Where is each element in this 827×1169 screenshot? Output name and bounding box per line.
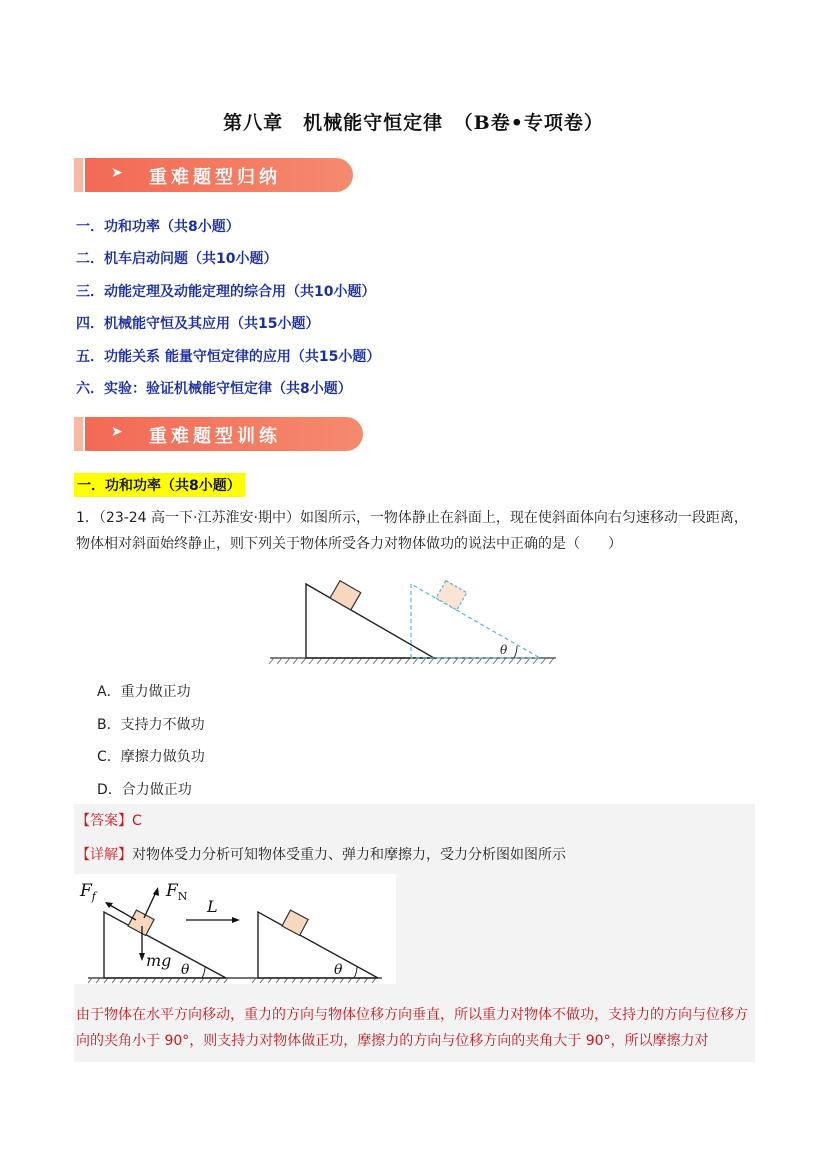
banner-label: 重难题型训练	[149, 426, 281, 447]
gravity-label: mg	[146, 951, 172, 970]
toc-item[interactable]: 六．实验：验证机械能守恒定律（共8小题）	[76, 381, 352, 397]
toc-item[interactable]: 五．功能关系 能量守恒定律的应用（共15小题）	[76, 349, 381, 365]
angle-label-right: θ	[334, 962, 343, 978]
friction-label: $F_f$	[80, 881, 96, 903]
question-text: 1．（23-24 高一下·江苏淮安·期中）如图所示，一物体静止在斜面上，现在使斜面体向右匀速移动一段距离，物体相对斜面始终静止，则下列关于物体所受各力对物体做功的说法中正确的是（ ）	[76, 510, 748, 552]
banner-accent-bar	[74, 417, 83, 451]
banner-body	[85, 417, 363, 451]
angle-arc	[514, 646, 517, 658]
normal-label: $F_N$	[166, 881, 188, 903]
toc-item[interactable]: 三．动能定理及动能定理的综合用（共10小题）	[76, 284, 376, 300]
toc-item[interactable]: 四．机械能守恒及其应用（共15小题）	[76, 316, 320, 332]
option-d[interactable]: D．合力做正功	[97, 782, 192, 798]
answer-label: 【答案】	[76, 813, 132, 829]
incline-original	[306, 584, 434, 658]
answer-line	[76, 810, 142, 830]
incline-moved	[411, 584, 540, 658]
detail-intro-line	[76, 844, 566, 864]
banner-body	[85, 158, 353, 192]
section-banner-summary	[74, 158, 370, 192]
toc-item[interactable]: 二．机车启动问题（共10小题）	[76, 251, 278, 267]
section-heading: 一．功和功率（共8小题）	[74, 473, 245, 497]
force-diagram	[74, 874, 396, 984]
chevron-right-icon: ➤	[111, 424, 123, 440]
answer-value: C	[132, 813, 142, 829]
option-a[interactable]: A．重力做正功	[97, 684, 191, 700]
toc-item[interactable]: 一．功和功率（共8小题）	[76, 219, 240, 235]
angle-label: θ	[500, 643, 508, 657]
block-original	[330, 581, 361, 610]
detail-intro: 对物体受力分析可知物体受重力、弹力和摩擦力，受力分析图如图所示	[132, 847, 566, 863]
ground-hatch	[269, 658, 554, 664]
displacement-label: L	[207, 897, 218, 916]
angle-label-left: θ	[181, 962, 190, 978]
block-moved	[436, 581, 467, 610]
option-c[interactable]: C．摩擦力做负功	[97, 749, 205, 765]
option-b[interactable]: B．支持力不做功	[97, 717, 205, 733]
banner-accent-bar	[74, 158, 83, 192]
detail-label: 【详解】	[76, 847, 132, 863]
section-banner-training	[74, 417, 370, 451]
incline-figure	[268, 574, 560, 666]
page-title: 第八章 机械能守恒定律 （B卷•专项卷）	[223, 112, 604, 134]
banner-label: 重难题型归纳	[149, 167, 281, 188]
detail-text: 由于物体在水平方向移动，重力的方向与物体位移方向垂直，所以重力对物体不做功，支持力的方向与位移方向的夹角小于 90°，则支持力对物体做正功，摩擦力的方向与位移方向的夹角大于 90°，所以摩擦力对	[76, 1007, 748, 1049]
chevron-right-icon: ➤	[111, 165, 123, 181]
